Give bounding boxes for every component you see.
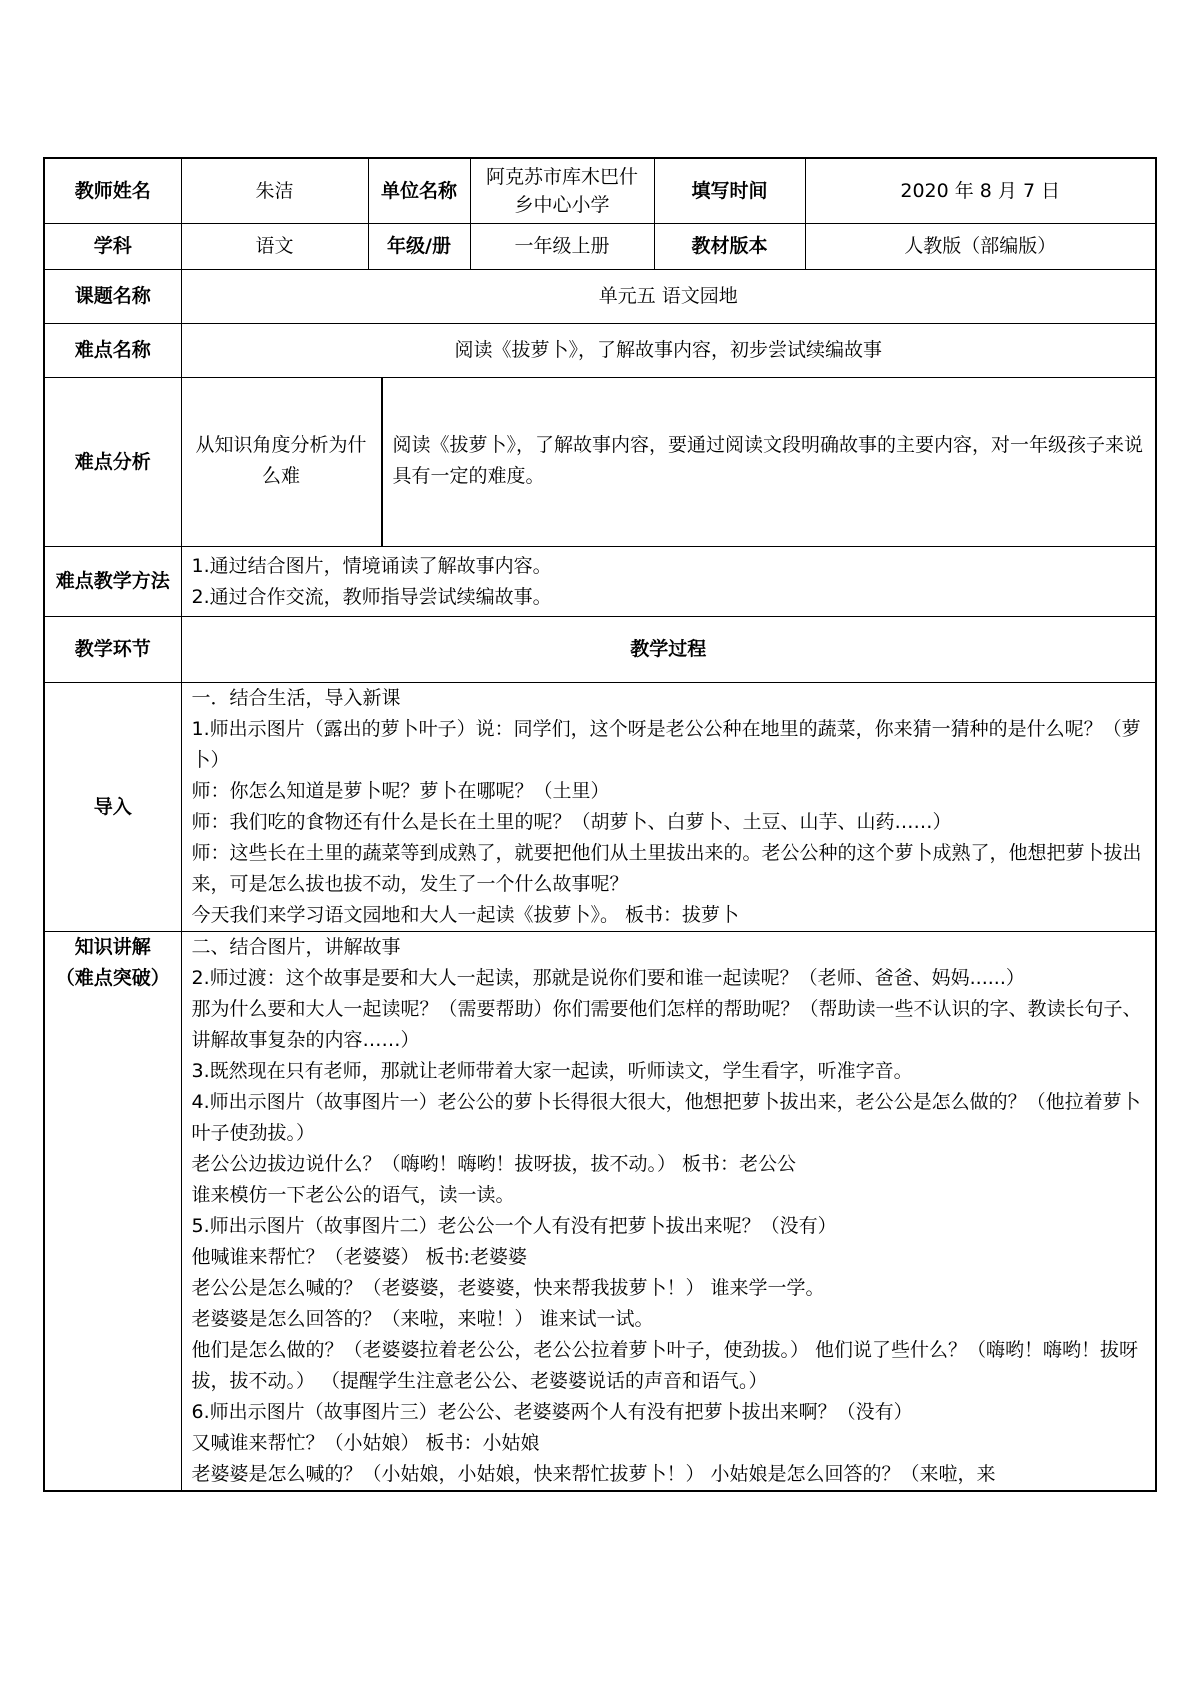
difficulty-label: 难点名称: [44, 324, 181, 378]
analysis-value: 阅读《拔萝卜》，了解故事内容，要通过阅读文段明确故事的主要内容，对一年级孩子来说具有一定的难度。: [382, 378, 1156, 546]
unit-value: 阿克苏市库木巴什乡中心小学: [470, 158, 654, 224]
knowledge-line: 2.师过渡：这个故事是要和大人一起读，那就是说你们要和谁一起读呢？（老师、爸爸、妈妈......）: [191, 967, 1025, 989]
method-line: 2.通过合作交流，教师指导尝试续编故事。: [191, 585, 552, 608]
subject-label: 学科: [44, 224, 181, 270]
process-label: 教学环节: [44, 617, 181, 683]
edition-value: 人教版（部编版）: [805, 224, 1156, 270]
knowledge-label: 知识讲解: [74, 936, 151, 958]
intro-line: 一．结合生活，导入新课: [191, 687, 401, 709]
method-row: [44, 547, 1156, 617]
grade-label: 年级/册: [368, 224, 470, 270]
lesson-plan-page: [43, 157, 1155, 1492]
topic-value: 单元五 语文园地: [181, 270, 1156, 324]
knowledge-row: [44, 932, 1156, 1492]
intro-line: 师：这些长在土里的蔬菜等到成熟了，就要把他们从土里拔出来的。老公公种的这个萝卜成熟了，他想把萝卜拔出来，可是怎么拔也拔不动，发生了一个什么故事呢？: [191, 842, 1142, 895]
knowledge-line: 那为什么要和大人一起读呢？（需要帮助）你们需要他们怎样的帮助呢？（帮助读一些不认识的字、教读长句子、讲解故事复杂的内容……）: [191, 998, 1142, 1051]
date-label: 填写时间: [654, 158, 805, 224]
knowledge-label-cell: [44, 932, 181, 1492]
knowledge-line: 他们是怎么做的？（老婆婆拉着老公公，老公公拉着萝卜叶子，使劲拔。） 他们说了些什么？（嗨哟！嗨哟！拔呀拔，拔不动。） （提醒学生注意老公公、老婆婆说话的声音和语气。）: [191, 1339, 1139, 1392]
date-value: 2020 年 8 月 7 日: [805, 158, 1156, 224]
intro-line: 师：我们吃的食物还有什么是长在土里的呢？（胡萝卜、白萝卜、土豆、山芋、山药……）: [191, 811, 952, 833]
subject-value: 语文: [181, 224, 368, 270]
knowledge-line: 3.既然现在只有老师，那就让老师带着大家一起读，听师读文，学生看字，听准字音。: [191, 1060, 913, 1082]
knowledge-line: 老婆婆是怎么喊的？（小姑娘，小姑娘，快来帮忙拔萝卜！） 小姑娘是怎么回答的？（来啦，来: [191, 1463, 996, 1485]
knowledge-line: 4.师出示图片（故事图片一）老公公的萝卜长得很大很大，他想把萝卜拔出来，老公公是怎么做的？（他拉着萝卜叶子使劲拔。）: [191, 1091, 1141, 1144]
difficulty-value: 阅读《拔萝卜》，了解故事内容，初步尝试续编故事: [181, 324, 1156, 378]
intro-line: 今天我们来学习语文园地和大人一起读《拔萝卜》。 板书：拔萝卜: [191, 904, 740, 926]
difficulty-row: [44, 324, 1156, 378]
knowledge-content: [181, 932, 1156, 1492]
analysis-label: 难点分析: [44, 378, 181, 547]
intro-row: [44, 683, 1156, 932]
analysis-cell: [181, 378, 1156, 547]
header-row-1: [44, 158, 1156, 224]
knowledge-line: 谁来模仿一下老公公的语气，读一读。: [191, 1184, 515, 1206]
knowledge-line: 老公公是怎么喊的？（老婆婆，老婆婆，快来帮我拔萝卜！） 谁来学一学。: [191, 1277, 825, 1299]
intro-line: 1.师出示图片（露出的萝卜叶子）说：同学们，这个呀是老公公种在地里的蔬菜，你来猜一猜种的是什么呢？（萝卜）: [191, 718, 1141, 771]
knowledge-line: 二、结合图片，讲解故事: [191, 936, 401, 958]
knowledge-line: 又喊谁来帮忙？（小姑娘） 板书：小姑娘: [191, 1432, 540, 1454]
intro-content: [181, 683, 1156, 932]
teacher-value: 朱洁: [181, 158, 368, 224]
process-header-row: [44, 617, 1156, 683]
analysis-row: [44, 378, 1156, 547]
edition-label: 教材版本: [654, 224, 805, 270]
knowledge-line: 老婆婆是怎么回答的？（来啦，来啦！） 谁来试一试。: [191, 1308, 654, 1330]
header-row-2: [44, 224, 1156, 270]
intro-label: 导入: [44, 683, 181, 932]
teacher-label: 教师姓名: [44, 158, 181, 224]
grade-value: 一年级上册: [470, 224, 654, 270]
method-line: 1.通过结合图片，情境诵读了解故事内容。: [191, 554, 552, 577]
knowledge-line: 6.师出示图片（故事图片三）老公公、老婆婆两个人有没有把萝卜拔出来啊？（没有）: [191, 1401, 913, 1423]
topic-row: [44, 270, 1156, 324]
knowledge-line: 老公公边拔边说什么？（嗨哟！嗨哟！拔呀拔，拔不动。） 板书：老公公: [191, 1153, 797, 1175]
unit-label: 单位名称: [368, 158, 470, 224]
knowledge-line: 5.师出示图片（故事图片二）老公公一个人有没有把萝卜拔出来呢？（没有）: [191, 1215, 837, 1237]
analysis-inner: [182, 378, 1156, 546]
intro-line: 师：你怎么知道是萝卜呢？萝卜在哪呢？（土里）: [191, 780, 610, 802]
method-label: 难点教学方法: [44, 547, 181, 617]
knowledge-line: 他喊谁来帮忙？（老婆婆） 板书:老婆婆: [191, 1246, 527, 1268]
lesson-plan-table: [43, 157, 1157, 1492]
knowledge-label-2: （难点突破）: [55, 967, 170, 989]
process-value: 教学过程: [181, 617, 1156, 683]
analysis-sub-label: 从知识角度分析为什么难: [195, 434, 367, 487]
method-content: [181, 547, 1156, 617]
topic-label: 课题名称: [44, 270, 181, 324]
